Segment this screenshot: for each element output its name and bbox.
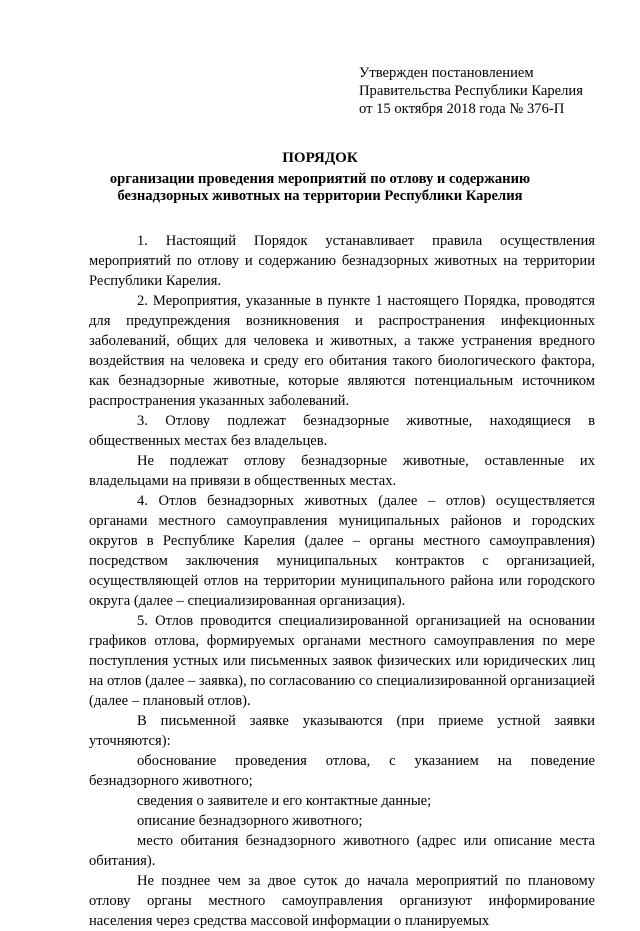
paragraph-request-applicant: сведения о заявителе и его контактные данные; bbox=[137, 793, 432, 809]
paragraph-item-3: 3. Отлову подлежат безнадзорные животные, находящиеся в общественных местах без владельцев. bbox=[89, 413, 595, 449]
document-title: ПОРЯДОК bbox=[282, 150, 358, 166]
paragraph-request-description: описание безнадзорного животного; bbox=[137, 813, 363, 829]
paragraph-item-2: 2. Мероприятия, указанные в пункте 1 настоящего Порядка, проводятся для предупреждения возникновения и распространения инфекционных заболеваний, общих для человека и животных, а также устранения вредного воздействия на человека и среду его обитания такого биологического фактора, как безнадзорные животные, которые являются потенциальным источником распространения указанных заболеваний. bbox=[89, 293, 595, 409]
approval-line-1: Утвержден постановлением bbox=[359, 65, 534, 81]
paragraph-request-justification: обоснование проведения отлова, с указанием на поведение безнадзорного животного; bbox=[89, 753, 595, 789]
paragraph-item-1: 1. Настоящий Порядок устанавливает правила осуществления мероприятий по отлову и содержанию безнадзорных животных на территории Республики Карелия. bbox=[89, 233, 595, 289]
document-title-block bbox=[0, 150, 640, 205]
document-body bbox=[89, 231, 595, 931]
paragraph-notification: Не позднее чем за двое суток до начала мероприятий по плановому отлову органы местного самоуправления организуют информирование населения через средства массовой информации о планируемых bbox=[89, 873, 595, 929]
paragraph-item-4: 4. Отлов безнадзорных животных (далее – отлов) осуществляется органами местного самоуправления муниципальных районов и городских округов в Республике Карелия (далее – органы местного самоуправления) посредством заключения муниципальных контрактов с организацией, осуществляющей отлов на территории муниципального района или городского округа (далее – специализированная организация). bbox=[89, 493, 595, 609]
approval-block bbox=[359, 64, 619, 118]
document-subtitle-line-1: организации проведения мероприятий по отлову и содержанию bbox=[109, 171, 531, 187]
paragraph-exception: Не подлежат отлову безнадзорные животные, оставленные их владельцами на привязи в общественных местах. bbox=[89, 453, 595, 489]
paragraph-request-intro: В письменной заявке указываются (при приеме устной заявки уточняются): bbox=[89, 713, 595, 749]
document-subtitle-line-2: безнадзорных животных на территории Республики Карелия bbox=[117, 188, 523, 204]
paragraph-request-location: место обитания безнадзорного животного (адрес или описание места обитания). bbox=[89, 833, 595, 869]
approval-line-3: от 15 октября 2018 года № 376-П bbox=[359, 101, 565, 117]
approval-line-2: Правительства Республики Карелия bbox=[359, 83, 583, 99]
paragraph-item-5: 5. Отлов проводится специализированной организацией на основании графиков отлова, формируемых органами местного самоуправления по мере поступления устных или письменных заявок физических или юридических лиц на отлов (далее – заявка), по согласованию со специализированной организацией (далее – плановый отлов). bbox=[89, 613, 595, 709]
